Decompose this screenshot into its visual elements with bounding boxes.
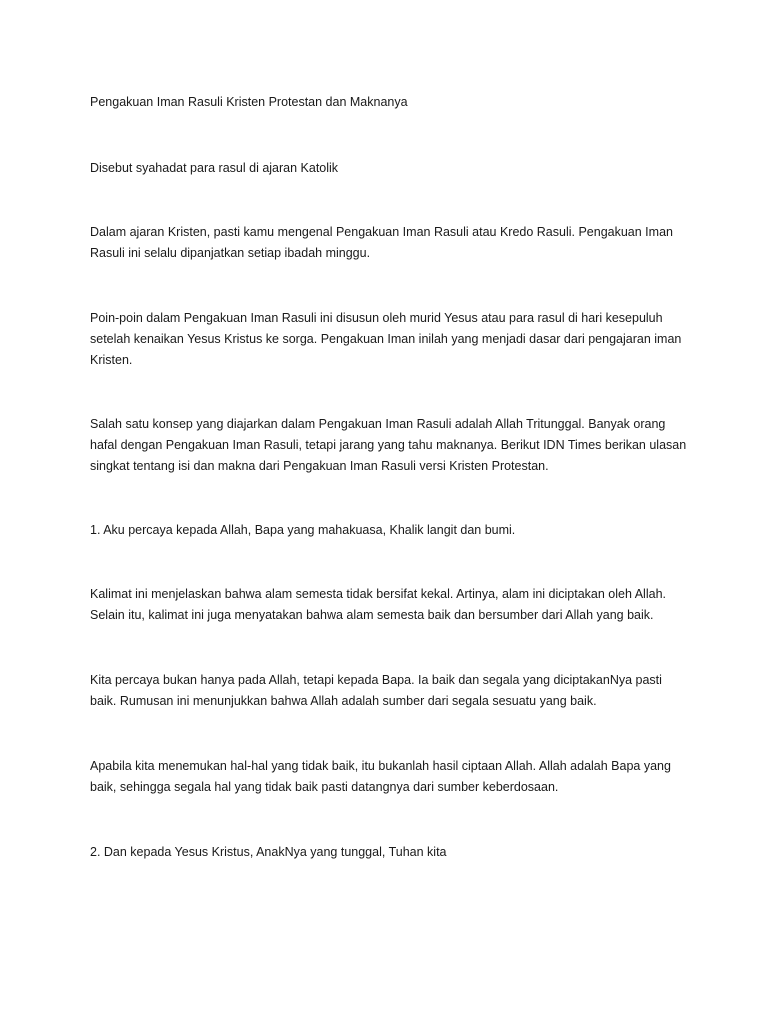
creed-point-1: 1. Aku percaya kepada Allah, Bapa yang mahakuasa, Khalik langit dan bumi. <box>90 523 516 537</box>
paragraph-father: Kita percaya bukan hanya pada Allah, tetapi kepada Bapa. Ia baik dan segala yang diciptakanNya pasti baik. Rumusan ini menunjukkan bahwa Allah adalah sumber dari segala sesuatu yang baik. <box>90 673 662 708</box>
document-subtitle: Disebut syahadat para rasul di ajaran Katolik <box>90 161 339 175</box>
paragraph-sin: Apabila kita menemukan hal-hal yang tidak baik, itu bukanlah hasil ciptaan Allah. Allah adalah Bapa yang baik, sehingga segala hal yang tidak baik pasti datangnya dari sumber keberdosaan. <box>90 759 671 794</box>
creed-point-2: 2. Dan kepada Yesus Kristus, AnakNya yang tunggal, Tuhan kita <box>90 845 447 859</box>
document-title: Pengakuan Iman Rasuli Kristen Protestan dan Maknanya <box>90 95 408 109</box>
paragraph-creation: Kalimat ini menjelaskan bahwa alam semesta tidak bersifat kekal. Artinya, alam ini diciptakan oleh Allah. Selain itu, kalimat ini juga menyatakan bahwa alam semesta baik dan bersumber dari Allah yang baik. <box>90 587 666 622</box>
paragraph-trinity: Salah satu konsep yang diajarkan dalam Pengakuan Iman Rasuli adalah Allah Tritunggal. Banyak orang hafal dengan Pengakuan Iman Rasuli, tetapi jarang yang tahu maknanya. Berikut IDN Times berikan ulasan singkat tentang isi dan makna dari Pengakuan Iman Rasuli versi Kristen Protestan. <box>90 417 687 473</box>
paragraph-origin: Poin-poin dalam Pengakuan Iman Rasuli ini disusun oleh murid Yesus atau para rasul di hari kesepuluh setelah kenaikan Yesus Kristus ke sorga. Pengakuan Iman inilah yang menjadi dasar dari pengajaran iman Kristen. <box>90 311 682 367</box>
paragraph-intro: Dalam ajaran Kristen, pasti kamu mengenal Pengakuan Iman Rasuli atau Kredo Rasuli. Pengakuan Iman Rasuli ini selalu dipanjatkan setiap ibadah minggu. <box>90 225 673 260</box>
